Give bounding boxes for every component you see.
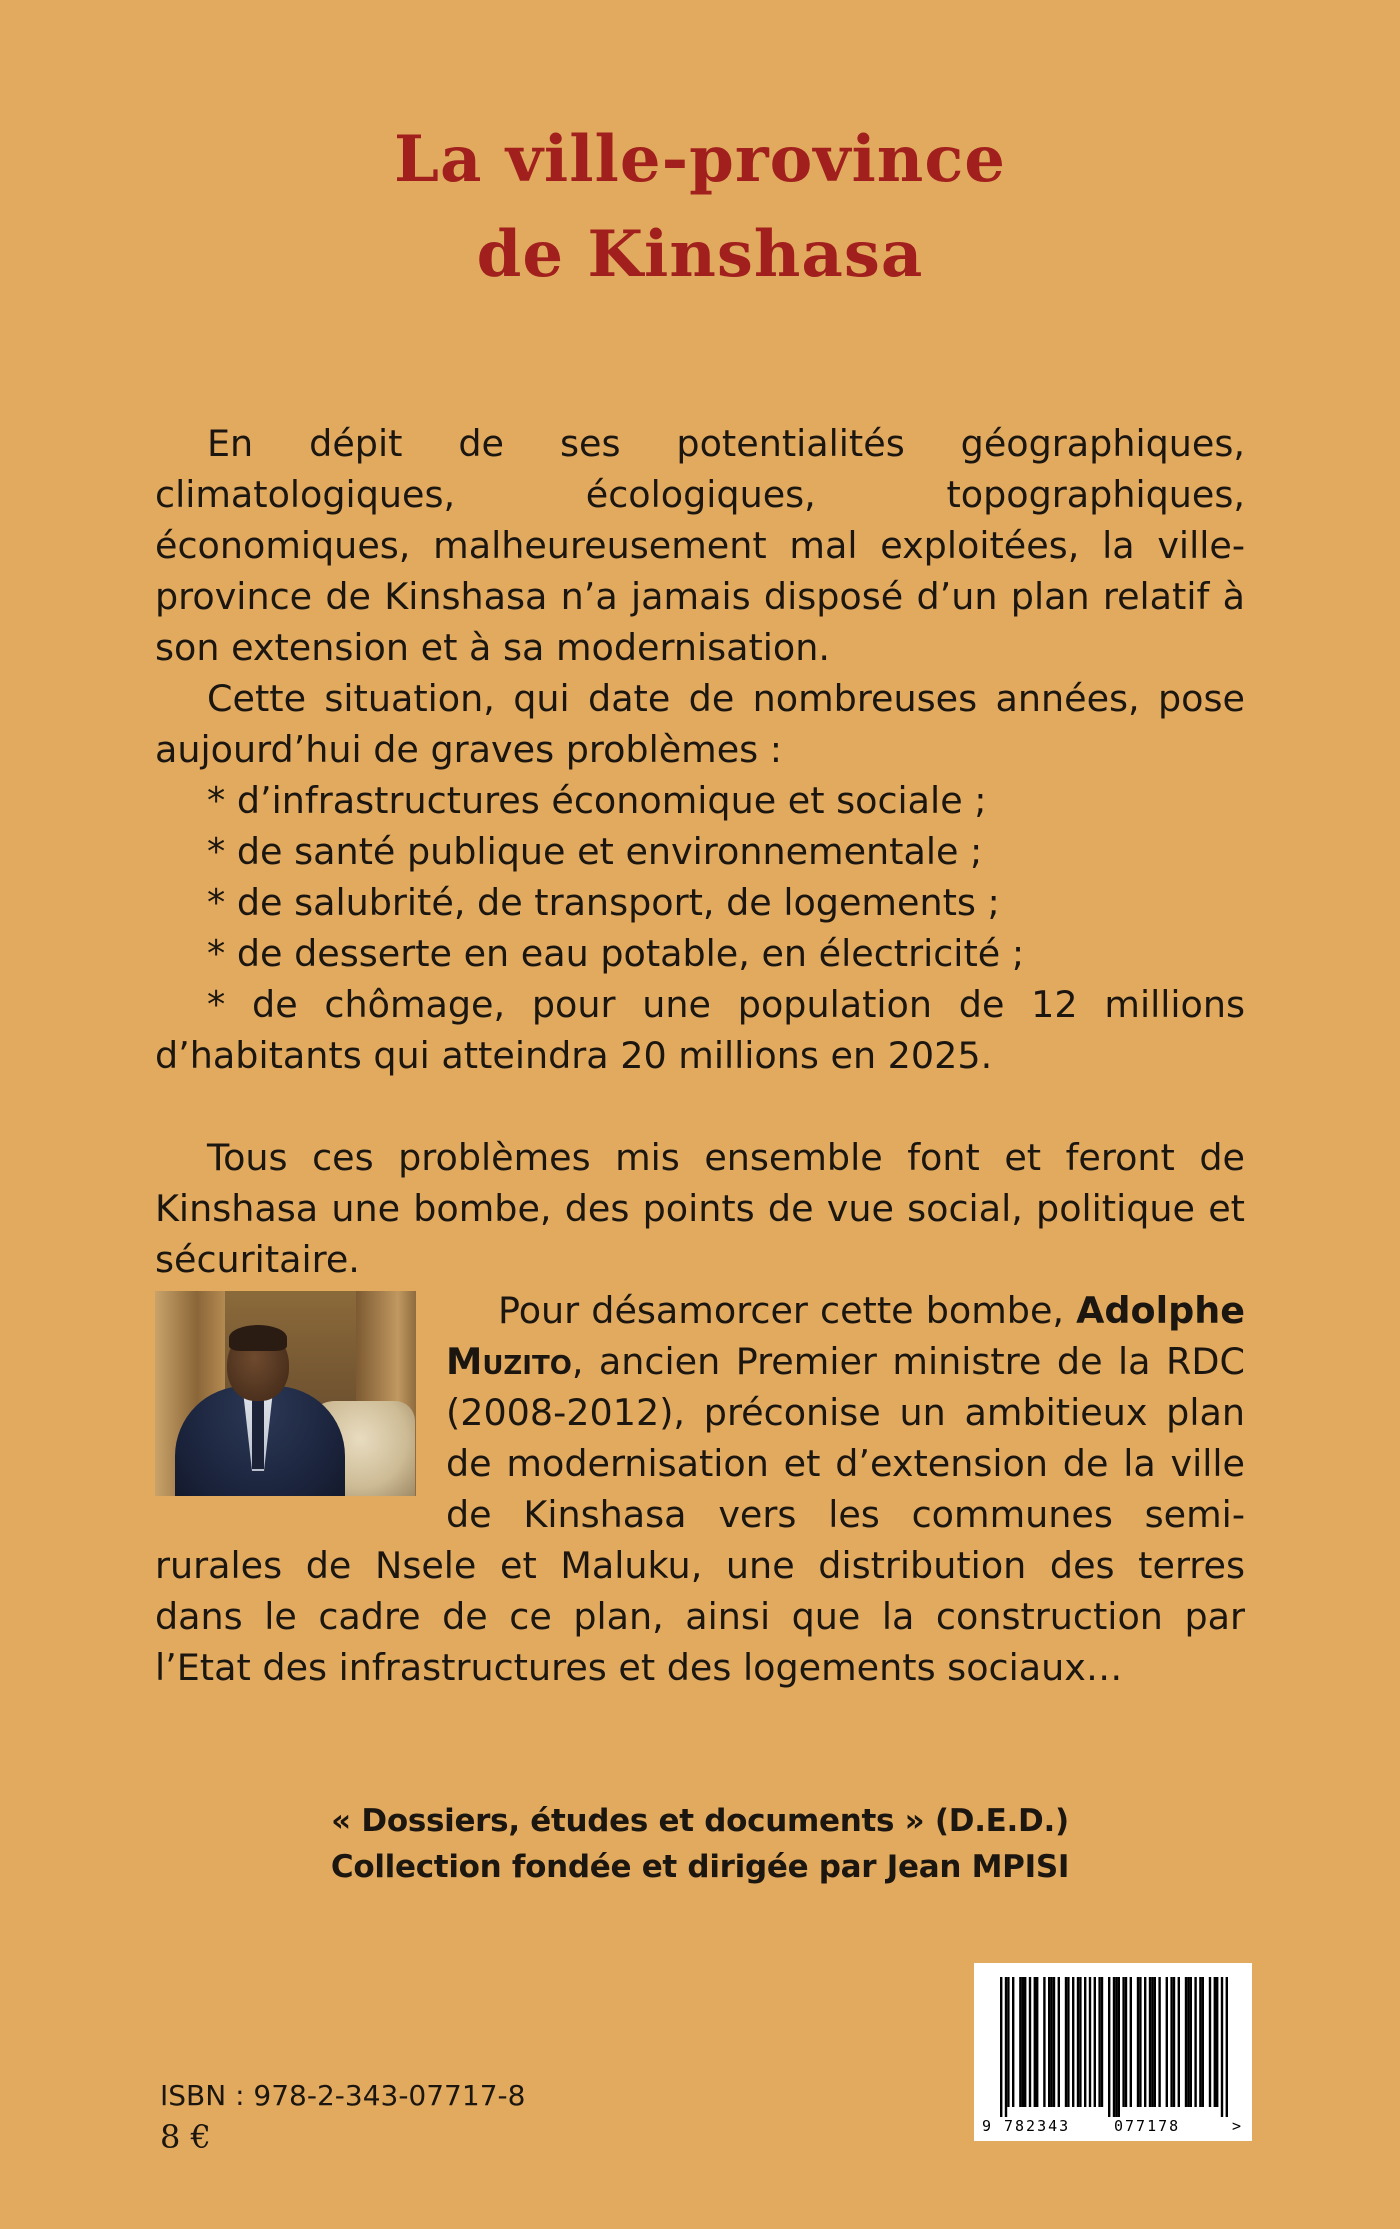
barcode-bar xyxy=(1199,1977,1201,2107)
bullet-item: * de santé publique et environnementale ; xyxy=(207,830,983,873)
barcode-bar xyxy=(1007,1977,1009,2107)
barcode-bar xyxy=(1190,1977,1192,2107)
barcode-bar xyxy=(1137,1977,1139,2107)
collection-info xyxy=(0,1798,1400,1890)
barcode-bar xyxy=(1118,1977,1120,2117)
barcode-bar xyxy=(1079,1977,1081,2107)
bullet-item: * d’infrastructures économique et sociale ; xyxy=(207,779,987,822)
price: 8 € xyxy=(160,2118,211,2156)
barcode-bar xyxy=(1214,1977,1216,2107)
barcode-quiet-zone-mark: > xyxy=(1232,2117,1242,2135)
barcode-bar xyxy=(1000,1977,1002,2117)
paragraph-4-rest: , ancien Premier ministre de la RDC (2008-2012), préconise un ambitieux plan de modernisation et d’extension de la ville de Kinshasa vers les communes semi-rurales de Nsele et Maluku, une distribution des terres dans le cadre de ce plan, ainsi que la construction par l’Etat des infrastructures et des logements sociaux… xyxy=(155,1340,1245,1689)
barcode-bar xyxy=(1036,1977,1038,2107)
author-block xyxy=(155,1285,1245,1693)
barcode-bar xyxy=(1084,1977,1086,2107)
barcode-bar xyxy=(1194,1977,1196,2107)
barcode-bar xyxy=(1072,1977,1074,2107)
barcode-bar xyxy=(1050,1977,1052,2107)
barcode-bar xyxy=(1125,1977,1127,2107)
barcode-bar xyxy=(1115,1977,1117,2117)
barcode-graphic xyxy=(974,1963,1252,2141)
paragraph-4-intro: Pour désamorcer cette bombe, xyxy=(498,1289,1077,1332)
barcode-bar xyxy=(1058,1977,1060,2107)
barcode-bar xyxy=(1202,1977,1204,2107)
paragraph-2: Cette situation, qui date de nombreuses années, pose aujourd’hui de graves problèmes : xyxy=(155,677,1245,771)
barcode-bar xyxy=(1012,1977,1014,2107)
barcode-bar xyxy=(1122,1977,1124,2107)
barcode-bar xyxy=(1139,1977,1141,2107)
barcode-bar xyxy=(1187,1977,1189,2107)
barcode-bar xyxy=(1185,1977,1187,2107)
barcode-bar xyxy=(1005,1977,1007,2117)
barcode-bar xyxy=(1226,1977,1228,2117)
barcode-bar xyxy=(1089,1977,1091,2107)
barcode-bar xyxy=(1221,1977,1223,2117)
barcode-bar xyxy=(1019,1977,1021,2107)
barcode-bar xyxy=(1113,1977,1115,2117)
barcode-bar xyxy=(1048,1977,1050,2107)
author-last-name: Muzito xyxy=(446,1340,572,1383)
barcode-bar xyxy=(1166,1977,1168,2107)
barcode xyxy=(974,1963,1252,2141)
barcode-bar xyxy=(1065,1977,1067,2107)
barcode-digits-right: 077178 xyxy=(1114,2117,1181,2135)
barcode-bar xyxy=(1029,1977,1031,2107)
barcode-bar xyxy=(1024,1977,1026,2107)
barcode-bar xyxy=(1158,1977,1160,2107)
title-line-1: La ville-province xyxy=(393,122,1007,197)
barcode-bar xyxy=(1130,1977,1132,2107)
bullet-item: * de salubrité, de transport, de logements ; xyxy=(207,881,1000,924)
barcode-digit-first: 9 xyxy=(982,2117,992,2135)
barcode-digits-left: 782343 xyxy=(1004,2117,1071,2135)
title-line-2: de Kinshasa xyxy=(476,217,924,292)
book-title xyxy=(0,112,1400,302)
barcode-bar xyxy=(1173,1977,1175,2107)
barcode-bar xyxy=(1022,1977,1024,2107)
barcode-bar xyxy=(1216,1977,1218,2107)
barcode-bar xyxy=(1043,1977,1045,2107)
paragraph-3: Tous ces problèmes mis ensemble font et feront de Kinshasa une bombe, des points de vue social, politique et sécuritaire. xyxy=(155,1136,1245,1281)
bullet-item: * de desserte en eau potable, en électricité ; xyxy=(207,932,1025,975)
barcode-bar xyxy=(1094,1977,1096,2107)
spacer xyxy=(155,1081,1245,1132)
barcode-bar xyxy=(1053,1977,1055,2107)
author-photo xyxy=(155,1291,416,1496)
barcode-bar xyxy=(1149,1977,1151,2107)
barcode-bar xyxy=(1098,1977,1100,2107)
barcode-bar xyxy=(1067,1977,1069,2107)
barcode-bar xyxy=(1144,1977,1146,2107)
barcode-bar xyxy=(1170,1977,1172,2107)
barcode-bar xyxy=(1154,1977,1156,2107)
barcode-bar xyxy=(1077,1977,1079,2107)
collection-name: « Dossiers, études et documents » (D.E.D.) xyxy=(331,1803,1069,1839)
author-first-name: Adolphe xyxy=(1076,1289,1245,1332)
barcode-bar xyxy=(1209,1977,1211,2107)
bullet-item-last: * de chômage, pour une population de 12 millions d’habitants qui atteindra 20 millions en 2025. xyxy=(155,983,1245,1077)
barcode-bar xyxy=(1178,1977,1180,2107)
barcode-bar xyxy=(1151,1977,1153,2107)
collection-editor: Collection fondée et dirigée par Jean MPISI xyxy=(330,1849,1070,1885)
isbn: ISBN : 978-2-343-07717-8 xyxy=(160,2079,526,2112)
barcode-bar xyxy=(1034,1977,1036,2107)
paragraph-1: En dépit de ses potentialités géographiques, climatologiques, écologiques, topographiques, économiques, malheureusement mal exploitées, la ville-province de Kinshasa n’a jamais disposé d’un plan relatif à son extension et à sa modernisation. xyxy=(155,422,1245,669)
barcode-bar xyxy=(1108,1977,1110,2117)
blurb xyxy=(155,418,1245,1693)
barcode-bar xyxy=(1101,1977,1103,2107)
